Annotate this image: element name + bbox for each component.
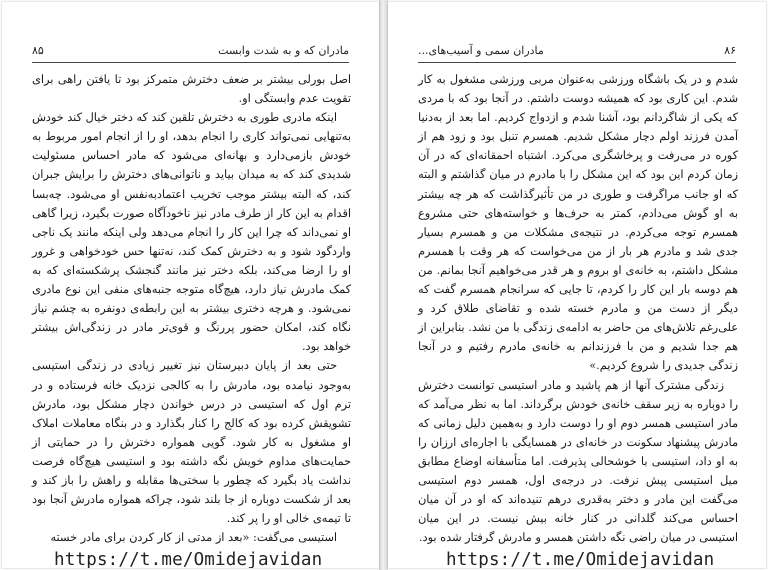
page-header (32, 42, 349, 63)
right-page (388, 2, 766, 568)
page-body (32, 70, 351, 547)
paragraph: شدم و در یک باشگاه ورزشی به‌عنوان مربی ورزشی مشغول به کار شدم. این کاری بود که همیشه دوست داشتم. در آنجا بود که با مردی که یکی از شاگردانم بود، آشنا شدم و ازدواج کردیم. اما بعد از به‌دنیا آمدن فرزند اولم دچار مشکل شدیم. همسرم تنبل بود و زود هم از کوره در می‌رفت و پرخاشگری می‌کرد. اشتباه احمقانه‌ای که در آن زمان کردم این بود که این مشکل را با مادرم در میان گذاشتم و البته که او جانب مراگرفت و طوری در من تأثیرگذاشت که هر چه بیشتر به او گوش می‌دادم، کمتر به حرف‌ها و خواسته‌های حتی مشروع همسرم توجه می‌کردم. در نتیجه‌ی مشکلات من و همسرم بسیار جدی شد و مادرم هر بار از من می‌خواست که هر وقت با همسرم مشکل داشتم، به خانه‌ی او بروم و هر قدر می‌خواهیم آنجا بمانم. من هم دوسه بار این کار را کردم، تا جایی که سرانجام همسرم گفت که دیگر از دست من و مادرم خسته شده و تقاضای طلاق کرد و علی‌رغم تلاش‌های من حاضر به ادامه‌ی زندگی با من نشد. بنابراین از هم جدا شدیم و من با فرزندانم به خانه‌ی مادرم رفتیم و در آنجا زندگی جدیدی را شروع کردیم.» (418, 73, 738, 373)
paragraph: حتی بعد از پایان دبیرستان نیز تغییر زیادی در زندگی استیسی به‌وجود نیامده بود، مادرش را به کالجی نزدیک خانه فرستاده و در ترم اول که استیسی در درس خواندن دچار مشکل بود، مادرش تشویقش کرده بود که کالج را کنار بگذارد و در بنگاه معاملات املاک او مشغول به کار شود. گویی همواره دخترش را در حمایتی از حمایت‌های مداوم خویش نگه داشته بود و استیسی هیچ‌گاه فرصت نداشت یاد بگیرد که چطور با سختی‌ها مقابله و راهش را باز کند و بعد از شکست دوباره از جا بلند شود، چراکه همواره مادرش آنجا بود تا تیمه‌ی خالی او را پر کند. (32, 359, 351, 526)
paragraph: زندگی مشترک آنها از هم پاشید و مادر استیسی توانست دخترش را دوباره به زیر سقف خانه‌ی خودش برگرداند. اما به نظر می‌آمد که مادر استیسی همسر دوم او را دوست دارد و به‌همین دلیل زمانی که مادرش پیشنهاد سکونت در خانه‌ای در همسایگی با اجاره‌ای ارزان را به او داد، استیسی با خوشحالی پذیرفت. اما متأسفانه اوضاع مطابق میل استیسی پیش نرفت. در درجه‌ی اول، همسر دوم استیسی می‌گفت این مادر و دختر به‌قدری درهم تنیده‌اند که او در آن میان احساس می‌کند گلدانی در کنار خانه بیش نیست. در این میان استیسی در میان راضی نگه داشتن همسر و مادرش گرفتار شده بود. (418, 378, 738, 545)
page-header (418, 42, 736, 63)
running-title: مادران سمی و آسیب‌های... (418, 44, 544, 57)
watermark-url: https://t.me/Omidejavidan (54, 550, 323, 568)
page-number: ۸۶ (724, 44, 736, 57)
paragraph: اصل بورلی بیشتر بر ضعف دخترش متمرکز بود تا یافتن راهی برای تقویت عدم وابستگی او. (32, 73, 351, 106)
running-title: مادران که و به شدت وابست (218, 44, 349, 57)
paragraph: استیسی می‌گفت: «بعد از مدتی از کار کردن برای مادر خسته (50, 531, 337, 545)
left-page (2, 2, 379, 568)
page-body (418, 70, 738, 547)
book-gutter (379, 0, 388, 570)
watermark-url: https://t.me/Omidejavidan (446, 550, 715, 568)
paragraph: اینکه مادری طوری به دخترش تلقین کند که دختر خیال کند خودش به‌تنهایی نمی‌تواند کاری را انجام بدهد، او را از انجام امور مربوط به خودش بازمی‌دارد و بهانه‌ای می‌شود که مادر احساس مسئولیت شدیدی کند که به میدان بیاید و ناتوانی‌های دخترش را برایش جبران کند، که البته بیشتر موجب تخریب اعتمادبه‌نفس او می‌شود. چه‌بسا اقدام به این کار از طرف مادر نیز ناخودآگاه صورت بگیرد، زیرا گاهی او نمی‌داند که چرا این کار را انجام می‌دهد ولی اینکه مانند یک ناجی واردگود شود و به دخترش کمک کند، نه‌تنها حس خودخواهی و غرور او را ارضا می‌کند، بلکه دختر نیز مانند گنجشک پرشکسته‌ای که به کمک مادرش نیاز دارد، هیچ‌گاه متوجه جنبه‌های منفی این نوع مادری نمی‌شود. و هرچه دختری بیشتر به این رابطه‌ی دونفره به چشم نیاز نگاه کند، امکان حضور پررنگ و قوی‌تر مادر در زندگی‌اش بیشتر خواهد بود. (32, 111, 351, 354)
page-number: ۸۵ (32, 44, 44, 57)
